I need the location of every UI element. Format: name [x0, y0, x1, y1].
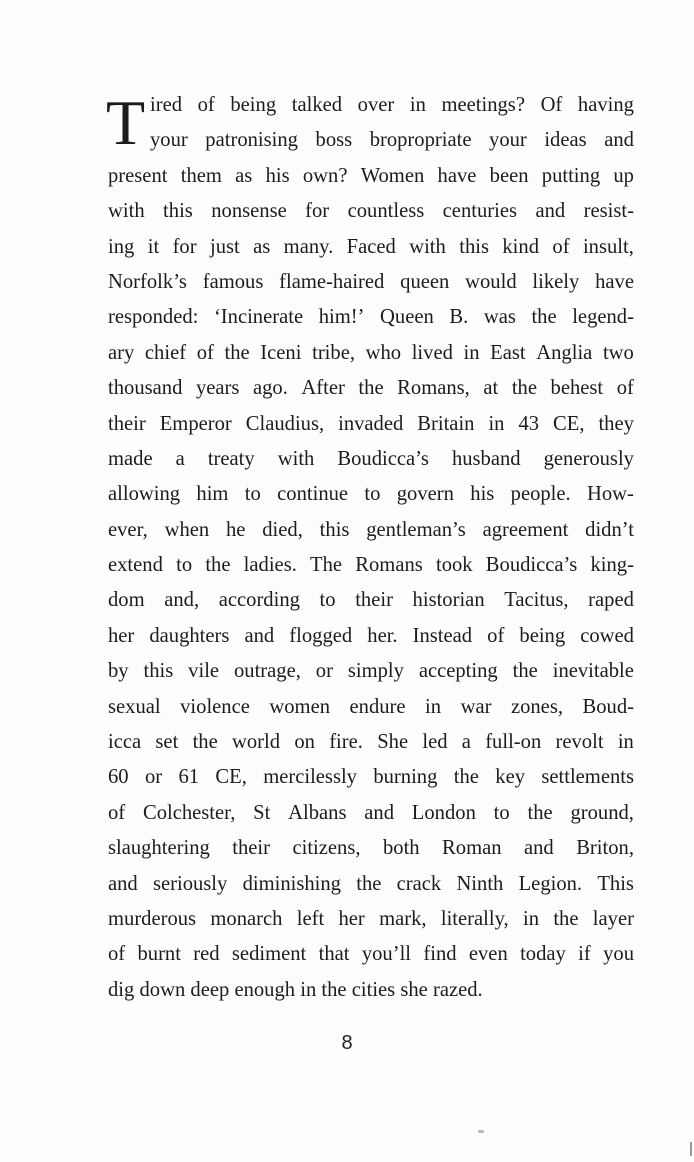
word: enough — [234, 978, 296, 1001]
text-line — [108, 407, 634, 442]
word: with — [108, 200, 145, 223]
word: simply — [347, 660, 404, 683]
word: patronising — [205, 129, 298, 152]
word: just — [209, 235, 240, 258]
word: his — [470, 483, 495, 506]
word: according — [218, 589, 300, 612]
word: her. — [367, 624, 398, 647]
word: she — [400, 978, 428, 1001]
text-line — [150, 88, 634, 123]
word: ever, — [108, 518, 148, 541]
word: seriously — [152, 872, 228, 895]
word: your — [150, 129, 188, 152]
text-line — [108, 902, 634, 937]
word: being — [230, 94, 277, 116]
text-line — [108, 548, 634, 583]
word: of — [487, 624, 505, 647]
text-line — [108, 159, 634, 194]
word: 60 — [108, 766, 129, 789]
word: down — [139, 978, 186, 1001]
word: govern — [396, 483, 454, 506]
word: own? — [302, 164, 348, 187]
word: Iceni — [260, 341, 302, 364]
word: of — [552, 235, 570, 258]
word: outrage, — [233, 660, 301, 683]
text-line — [108, 265, 634, 300]
word: layer — [592, 907, 634, 930]
word: to — [319, 589, 336, 612]
word: bropropriate — [369, 129, 472, 152]
word: Roman — [442, 837, 502, 860]
word: St — [253, 801, 271, 824]
word: diminishing — [242, 872, 341, 895]
word: endure — [349, 695, 406, 718]
text-line — [108, 725, 634, 760]
word: continue — [277, 483, 349, 506]
word: accepting — [418, 660, 498, 683]
word: nonsense — [211, 200, 287, 223]
word: died, — [262, 518, 303, 541]
word: ago. — [252, 377, 288, 400]
word: She — [377, 731, 409, 754]
text-line — [108, 194, 634, 229]
word: mark, — [379, 907, 427, 930]
word: didn’t — [585, 518, 634, 541]
text-line — [108, 831, 634, 866]
word: Albans — [288, 801, 347, 824]
word: world — [232, 731, 281, 754]
page-edge-mark — [690, 1142, 692, 1156]
word: a — [461, 731, 471, 754]
word: fire. — [329, 731, 363, 754]
word: as — [253, 235, 271, 258]
word: Britain — [417, 412, 475, 435]
word: their — [108, 412, 146, 435]
word: the — [192, 731, 218, 754]
word: Boudicca’s — [337, 447, 429, 470]
word: East — [490, 341, 526, 364]
text-line — [108, 796, 634, 831]
word: sexual — [108, 695, 161, 718]
word: This — [597, 872, 634, 895]
word: razed. — [432, 978, 483, 1001]
word: and — [604, 129, 634, 152]
word: even — [468, 943, 508, 966]
word: and — [244, 624, 275, 647]
text-line — [108, 336, 634, 371]
word: their — [355, 589, 393, 612]
word: this — [459, 235, 489, 258]
word: as — [235, 164, 253, 187]
word: violence — [180, 695, 250, 718]
word: kind — [502, 235, 539, 258]
word: The — [310, 554, 343, 577]
word: icca — [108, 731, 142, 754]
text-line — [108, 442, 634, 477]
word: husband — [451, 447, 521, 470]
word: they — [598, 412, 634, 435]
word: thousand — [108, 377, 183, 400]
word: literally, — [440, 907, 509, 930]
word: dom — [108, 589, 145, 612]
word: monarch — [210, 907, 283, 930]
word: and — [364, 801, 394, 824]
word: CE, — [553, 412, 585, 435]
word: Boud- — [582, 695, 634, 718]
text-line — [108, 937, 634, 972]
word: his — [265, 164, 290, 187]
word: her — [108, 624, 135, 647]
word: and — [108, 872, 138, 895]
word: him!’ — [318, 306, 365, 329]
word: slaughtering — [108, 837, 210, 860]
word: in — [463, 341, 480, 364]
word: Romans, — [397, 377, 470, 400]
word: many. — [283, 235, 334, 258]
word: murderous — [108, 907, 197, 930]
word: cities — [351, 978, 396, 1001]
word: queen — [400, 270, 450, 293]
word: up — [613, 164, 634, 187]
word: 61 — [178, 766, 200, 789]
text-line — [108, 230, 634, 265]
word: their — [232, 837, 271, 860]
word: ired — [150, 94, 183, 116]
word: CE, — [215, 766, 247, 789]
word: have — [437, 164, 477, 187]
word: the — [358, 377, 384, 400]
word: the — [512, 660, 538, 683]
word: king- — [590, 554, 634, 577]
paper-speck — [478, 1130, 484, 1133]
text-line — [108, 760, 634, 795]
word: of — [108, 943, 126, 966]
word: raped — [588, 589, 634, 612]
word: crack — [396, 872, 442, 895]
word: settlements — [541, 766, 634, 789]
word: made — [108, 447, 153, 470]
word: took — [435, 554, 473, 577]
word: by — [108, 660, 129, 683]
word: the — [531, 306, 557, 329]
word: Faced — [346, 235, 396, 258]
word: him — [196, 483, 229, 506]
word: he — [226, 518, 246, 541]
word: Colchester, — [142, 801, 236, 824]
word: chief — [144, 341, 187, 364]
word: in — [523, 907, 540, 930]
word: and — [524, 837, 554, 860]
word: B. — [449, 306, 469, 329]
word: you — [603, 943, 634, 966]
word: Instead — [412, 624, 473, 647]
word: present — [108, 164, 168, 187]
word: How- — [587, 483, 634, 506]
word: in — [425, 695, 442, 718]
word: resist- — [583, 200, 634, 223]
text-line — [108, 973, 634, 1008]
word: legend- — [572, 306, 634, 329]
word: today — [520, 943, 566, 966]
word: famous — [202, 270, 264, 293]
text-line — [108, 300, 634, 335]
word: women — [269, 695, 331, 718]
word: her — [338, 907, 365, 930]
word: at — [483, 377, 499, 400]
word: people. — [510, 483, 571, 506]
word: this — [319, 518, 350, 541]
word: extend — [108, 554, 163, 577]
word: the — [224, 341, 250, 364]
word: the — [553, 907, 579, 930]
word: have — [595, 270, 634, 293]
word: for — [172, 235, 197, 258]
word: your — [489, 129, 527, 152]
word: the — [453, 766, 479, 789]
text-line — [108, 583, 634, 618]
word: dig — [108, 978, 135, 1001]
word: behest — [550, 377, 604, 400]
word: on — [294, 731, 315, 754]
word: 43 — [518, 412, 540, 435]
word: flogged — [289, 624, 353, 647]
word: Norfolk’s — [108, 270, 187, 293]
word: if — [578, 943, 591, 966]
word: After — [301, 377, 345, 400]
word: the — [321, 978, 347, 1001]
word: ladies. — [243, 554, 297, 577]
word: Legion. — [518, 872, 583, 895]
text-line — [108, 477, 634, 512]
word: daughters — [149, 624, 230, 647]
word: Briton, — [576, 837, 634, 860]
word: of — [108, 801, 126, 824]
word: Anglia — [536, 341, 593, 364]
word: red — [193, 943, 220, 966]
word: responded: — [108, 306, 199, 329]
word: talked — [291, 94, 343, 116]
word: revolt — [555, 731, 604, 754]
word: with — [277, 447, 315, 470]
word: in — [617, 731, 634, 754]
word: London — [411, 801, 476, 824]
word: a — [175, 447, 185, 470]
word: agreement — [482, 518, 569, 541]
word: likely — [532, 270, 580, 293]
word: ground, — [570, 801, 634, 824]
word: Ninth — [456, 872, 504, 895]
word: to — [244, 483, 261, 506]
body-paragraph — [108, 88, 634, 1008]
text-line — [108, 513, 634, 548]
word: in — [409, 94, 426, 116]
word: this — [143, 660, 174, 683]
word: Boudicca’s — [485, 554, 578, 577]
word: key — [495, 766, 525, 789]
word: being — [519, 624, 566, 647]
word: Of — [540, 94, 563, 116]
word: and — [535, 200, 566, 223]
text-line — [108, 654, 634, 689]
word: lived — [411, 341, 453, 364]
word: centuries — [442, 200, 518, 223]
word: of — [616, 377, 634, 400]
word: of — [197, 94, 215, 116]
word: been — [489, 164, 529, 187]
word: for — [305, 200, 330, 223]
word: or — [315, 660, 333, 683]
word: years — [195, 377, 240, 400]
page-number: 8 — [341, 1032, 353, 1054]
word: Queen — [380, 306, 434, 329]
word: deep — [190, 978, 230, 1001]
text-line — [108, 867, 634, 902]
word: historian — [412, 589, 485, 612]
word: having — [577, 94, 634, 116]
word: to — [493, 801, 510, 824]
word: to — [364, 483, 381, 506]
word: ideas — [544, 129, 587, 152]
word: flame-haired — [279, 270, 385, 293]
word: to — [176, 554, 193, 577]
word: that — [318, 943, 350, 966]
word: two — [602, 341, 634, 364]
word: burnt — [137, 943, 181, 966]
word: treaty — [207, 447, 255, 470]
word: cowed — [580, 624, 634, 647]
word: gentleman’s — [366, 518, 466, 541]
word: the — [511, 377, 537, 400]
word: the — [356, 872, 382, 895]
text-line — [108, 690, 634, 725]
word: vile — [188, 660, 220, 683]
word: led — [422, 731, 448, 754]
word: tribe, — [312, 341, 355, 364]
word: you’ll — [361, 943, 412, 966]
word: was — [483, 306, 516, 329]
word: countless — [347, 200, 425, 223]
word: Romans — [355, 554, 423, 577]
text-line — [108, 371, 634, 406]
word: the — [205, 554, 231, 577]
word: in — [488, 412, 505, 435]
drop-cap: T — [106, 87, 146, 158]
word: them — [180, 164, 222, 187]
word: who — [365, 341, 402, 364]
word: citizens, — [292, 837, 361, 860]
word: Tacitus, — [504, 589, 569, 612]
word: meetings? — [441, 94, 525, 116]
word: when — [164, 518, 210, 541]
word: mercilessly — [263, 766, 357, 789]
word: boss — [315, 129, 353, 152]
word: ‘Incinerate — [213, 306, 304, 329]
word: allowing — [108, 483, 181, 506]
word: sediment — [231, 943, 307, 966]
word: left — [296, 907, 325, 930]
word: over — [357, 94, 395, 116]
word: this — [163, 200, 193, 223]
text-line — [150, 123, 634, 158]
word: would — [465, 270, 517, 293]
word: war — [460, 695, 492, 718]
word: Women — [360, 164, 425, 187]
word: Emperor — [159, 412, 232, 435]
word: and, — [164, 589, 200, 612]
word: generously — [543, 447, 634, 470]
word: or — [144, 766, 163, 789]
word: invaded — [338, 412, 404, 435]
word: Claudius, — [245, 412, 325, 435]
word: of — [196, 341, 214, 364]
word: set — [155, 731, 179, 754]
word: with — [409, 235, 446, 258]
word: find — [423, 943, 457, 966]
word: it — [147, 235, 160, 258]
word: zones, — [510, 695, 563, 718]
word: full-on — [485, 731, 542, 754]
word: ing — [108, 235, 135, 258]
text-line — [108, 619, 634, 654]
word: the — [527, 801, 553, 824]
word: burning — [373, 766, 438, 789]
word: putting — [541, 164, 601, 187]
word: in — [300, 978, 317, 1001]
word: both — [382, 837, 420, 860]
word: inevitable — [552, 660, 634, 683]
word: insult, — [582, 235, 634, 258]
word: ary — [108, 341, 135, 364]
